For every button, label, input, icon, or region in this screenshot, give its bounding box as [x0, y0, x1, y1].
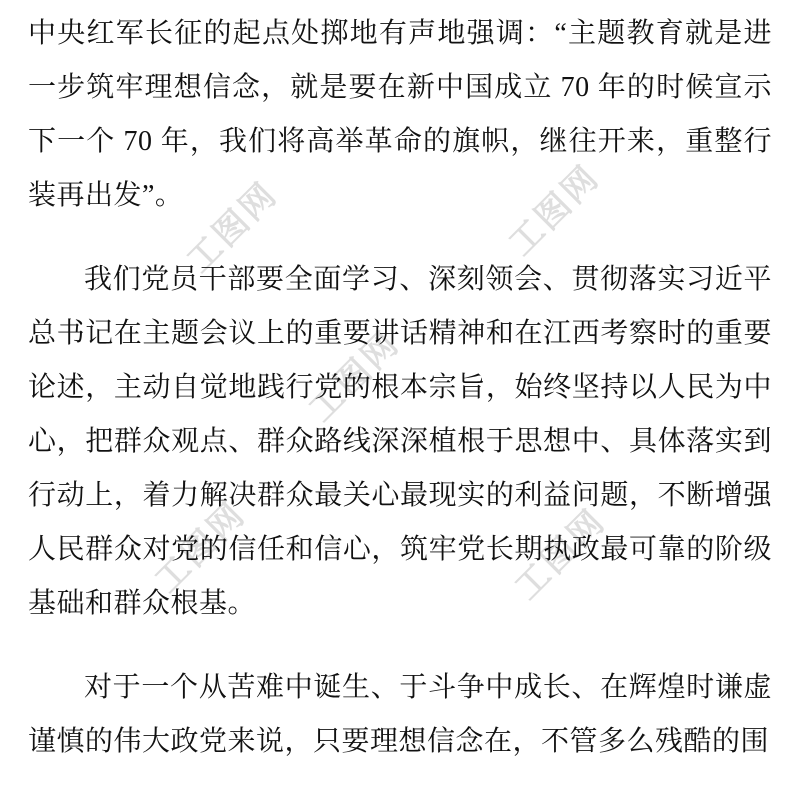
paragraph: 我们党员干部要全面学习、深刻领会、贯彻落实习近平总书记在主题会议上的重要讲话精神和在江西考察时的重要论述，主动自觉地践行党的根本宗旨，始终坚持以人民为中心，把群众观点、群众路线深深植根于思想中、具体落实到行动上，着力解决群众最关心最现实的利益问题，不断增强人民群众对党的信任和信心，筑牢党长期执政最可靠的阶级基础和群众根基。	[28, 264, 772, 619]
watermark-text: 工图网	[507, 501, 614, 608]
watermark-text: 工图网	[179, 174, 286, 281]
paragraph: 中央红军长征的起点处掷地有声地强调：“主题教育就是进一步筑牢理想信念，就是要在新中国成立 70 年的时候宣示下一个 70 年，我们将高举革命的旗帜，继往开来，重整行装再出发”。	[28, 18, 772, 211]
watermark-text: 工图网	[501, 157, 608, 264]
watermark-text: 工图网	[147, 494, 254, 601]
paragraph: 对于一个从苦难中诞生、于斗争中成长、在辉煌时谦虚谨慎的伟大政党来说，只要理想信念在，不管多么残酷的围	[28, 672, 772, 757]
watermark-text: 工图网	[301, 323, 408, 430]
